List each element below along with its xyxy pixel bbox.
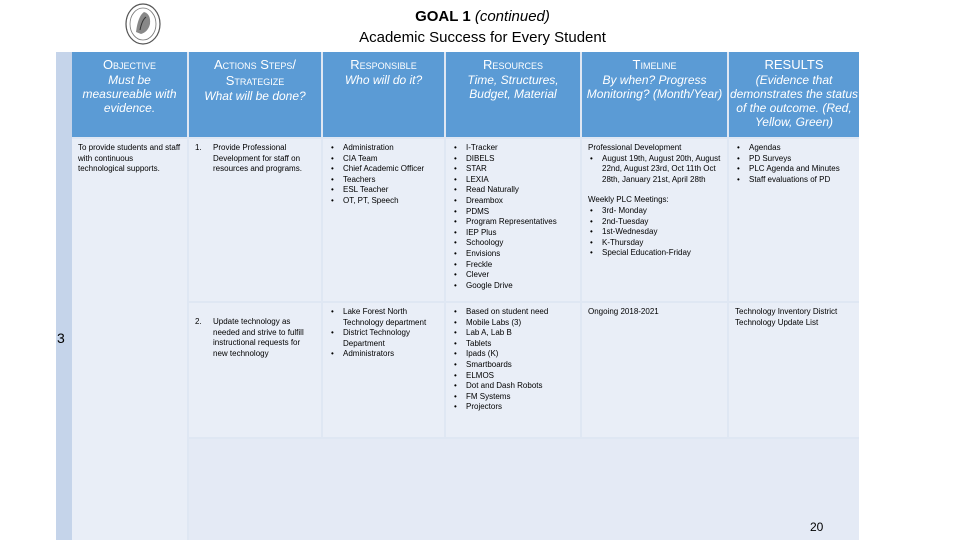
list-item: • Read Naturally: [466, 185, 574, 196]
list-item: • OT, PT, Speech: [343, 196, 438, 207]
row1-responsible-cell: [323, 139, 444, 301]
header-resources: [446, 52, 580, 137]
cell-text: Objective: [102, 57, 157, 72]
cell-text: By when? Progress Monitoring? (Month/Year): [586, 73, 723, 101]
cell-text: Who will do it?: [344, 73, 423, 87]
cell-text: Weekly PLC Meetings:: [588, 195, 669, 205]
cell-text: Technology Inventory District Technology Update List: [735, 307, 838, 327]
list-item: • Administrators: [343, 349, 438, 360]
goal-subtitle: Academic Success for Every Student: [359, 29, 606, 46]
row1-resources-cell: [446, 139, 580, 301]
list-item: • DIBELS: [466, 154, 574, 165]
row2-responsible-cell: [323, 303, 444, 437]
list-item: • Teachers: [343, 175, 438, 186]
cell-text: What will be done?: [204, 89, 306, 103]
cell-text: Professional Development: [588, 143, 682, 152]
list-item: • FM Systems: [466, 392, 574, 403]
row2-timeline-cell: [582, 303, 727, 437]
objective-cell: [72, 139, 187, 540]
list-item: • Clever: [466, 270, 574, 281]
list-item: • Ipads (K): [466, 349, 574, 360]
list-item: • Envisions: [466, 249, 574, 260]
list-item: • Google Drive: [466, 281, 574, 292]
cell-text: (Evidence that demonstrates the status of the outcome. (Red, Yellow, Green): [729, 73, 859, 129]
list-item: • Smartboards: [466, 360, 574, 371]
row2-resources-cell: [446, 303, 580, 437]
list-item: • Chief Academic Officer: [343, 164, 438, 175]
cell-text: RESULTS: [764, 57, 824, 72]
side-number: 3: [57, 330, 65, 346]
list-item: • 1st-Wednesday: [602, 227, 721, 238]
list-item: • 2nd-Tuesday: [602, 217, 721, 228]
list-item: • K-Thursday: [602, 238, 721, 249]
list-item: • 3rd- Monday: [602, 206, 721, 217]
header-responsible: [323, 52, 444, 137]
row1-results-cell: [729, 139, 859, 301]
list-item: • IEP Plus: [466, 228, 574, 239]
list-item: • District Technology Department: [343, 328, 438, 349]
list-item: • CIA Team: [343, 154, 438, 165]
list-item: • Lab A, Lab B: [466, 328, 574, 339]
list-item: • ESL Teacher: [343, 185, 438, 196]
cell-text: Ongoing 2018-2021: [588, 307, 659, 316]
cell-text: Must be measureable with evidence.: [82, 73, 177, 115]
header-actions: [189, 52, 321, 137]
list-item: • Freckle: [466, 260, 574, 271]
list-item: • Lake Forest North Technology department: [343, 307, 438, 328]
list-item: • ELMOS: [466, 371, 574, 382]
header-objective: [72, 52, 187, 137]
list-item: • Schoology: [466, 238, 574, 249]
list-item: • PD Surveys: [749, 154, 853, 165]
school-seal-logo: [124, 2, 162, 46]
cell-text: 1.: [195, 143, 202, 152]
list-item: • Projectors: [466, 402, 574, 413]
cell-text: Update technology as needed and strive to fulfill instructional requests for new technology: [213, 317, 304, 358]
list-item: • Tablets: [466, 339, 574, 350]
list-item: • Based on student need: [466, 307, 574, 318]
cell-text: Actions Steps/ Strategize: [213, 57, 297, 88]
list-item: • Staff evaluations of PD: [749, 175, 853, 186]
list-item: • PDMS: [466, 207, 574, 218]
list-item: • PLC Agenda and Minutes: [749, 164, 853, 175]
cell-text: Timeline: [632, 57, 677, 72]
row2-results-cell: [729, 303, 859, 437]
list-item: • I-Tracker: [466, 143, 574, 154]
cell-text: Resources: [483, 57, 543, 72]
cell-text: To provide students and staff with continuous technological supports.: [78, 143, 181, 174]
cell-text: 2.: [195, 317, 202, 326]
cell-text: Responsible: [350, 57, 417, 72]
left-stripe: [56, 52, 72, 540]
continued-label: (continued): [474, 8, 550, 25]
list-item: • August 19th, August 20th, August 22nd, August 23rd, Oct 11th Oct 28th, January 21st, April 28th: [602, 154, 721, 186]
page-number: 20: [810, 520, 824, 534]
list-item: • STAR: [466, 164, 574, 175]
list-item: • Dot and Dash Robots: [466, 381, 574, 392]
list-item: • Dreambox: [466, 196, 574, 207]
header-results: [729, 52, 859, 137]
cell-text: Time, Structures, Budget, Material: [467, 73, 559, 101]
list-item: • Mobile Labs (3): [466, 318, 574, 329]
header-timeline: [582, 52, 727, 137]
row1-action-cell: [189, 139, 321, 301]
list-item: • LEXIA: [466, 175, 574, 186]
list-item: • Administration: [343, 143, 438, 154]
list-item: • Special Education-Friday: [602, 248, 721, 259]
goal-label: GOAL 1: [415, 8, 471, 25]
row2-action-cell: [189, 303, 321, 437]
row1-timeline-cell: [582, 139, 727, 301]
list-item: • Agendas: [749, 143, 853, 154]
empty-row: [189, 439, 859, 540]
page-title: [330, 6, 635, 48]
list-item: • Program Representatives: [466, 217, 574, 228]
cell-text: Provide Professional Development for staff on resources and programs.: [213, 143, 302, 174]
